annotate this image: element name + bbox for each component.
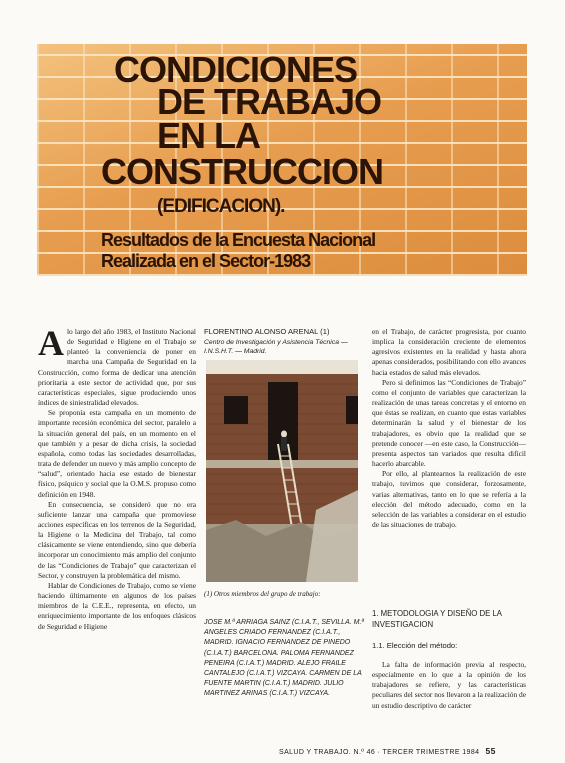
paragraph: En consecuencia, se consideró que no era suficiente lanzar una campaña que promoviese acciones específicas en los terrenos de la Seguridad, la Higiene o la Medicina del Trabajo, tal como clásicamente se viene entendiendo, sino que debería incorporar un conocimiento más amplio del conjunto de las “Condiciones de Trabajo” que caracterizan el Sector, y construyen la problemática del mismo. bbox=[38, 499, 196, 580]
paragraph-text: lo largo del año 1983, el Instituto Nacional de Seguridad e Higiene en el Trabajo se planteó la conveniencia de poner en marcha una Campaña de Seguridad en la Construcción, como forma de dedicar una atención prioritaria a este sector de actividad que, por sus características especiales, sigue produciendo unos índices de siniestralidad elevados. bbox=[38, 327, 196, 408]
paragraph: La falta de información previa al respecto, especialmente en lo que a la opinión de los trabajadores se refiere, y las características peculiares del sector nos llevaron a la realización de un estudio descriptivo de carácter bbox=[372, 660, 526, 710]
article-column-3 bbox=[372, 327, 526, 530]
paragraph: Por ello, al plantearnos la realización de este trabajo, tuvimos que considerar, forzosamente, varias alternativas, tanto en lo que se refería a la elección del método adecuado, como en la selección de las variables a considerar en el estudio de las situaciones de trabajo. bbox=[372, 469, 526, 529]
subtitle-line-2: Realizada en el Sector-1983 bbox=[101, 251, 311, 271]
drop-cap: A bbox=[38, 323, 64, 363]
title-line-2: DE TRABAJO bbox=[157, 81, 382, 122]
team-credits: JOSE M.ª ARRIAGA SAINZ (C.I.A.T., SEVILLA. M.ª ANGELES CRIADO FERNANDEZ (C.I.A.T., MADRID. IGNACIO FERNANDEZ DE PINEDO (C.I.A.T.) BARCELONA. PALOMA FERNANDEZ PENEIRA (C.I.A.T.) MADRID. ALEJO FRAILE CANTALEJO (C.I.A.T.) VIZCAYA. CARMEN DE LA FUENTE MARTIN (C.I.A.T.) MADRID. JULIO MARTINEZ ARINAS (C.I.A.T.) VIZCAYA. bbox=[204, 619, 364, 698]
journal-info: SALUD Y TRABAJO. N.º 46 · TERCER TRIMESTRE 1984 bbox=[279, 749, 480, 756]
page-number: 55 bbox=[485, 746, 496, 756]
subsection-heading: 1.1. Elección del método: bbox=[372, 641, 458, 650]
paragraph: Se proponía esta campaña en un momento de importante recesión económica del sector, paralelo a la situación general del país, en un momento en el que también y a pesar de dicha crisis, la sociedad española, como todas las sociedades desarrolladas, trata de defender un nuevo y más amplio concepto de “salud”, orientado hacia ese estado de bienestar físico, psíquico y social que la O.M.S. propuso como definición en 1948. bbox=[38, 408, 196, 499]
page-footer bbox=[279, 746, 529, 758]
paragraph: Pero si definimos las “Condiciones de Trabajo” como el conjunto de variables que caracterizan la realización de unas tareas concretas y el entorno en que éstas se realizan, en cuanto que estas variables determinarán la salud y el bienestar de los trabajadores, es obvio que la realidad que se pretende conocer —en este caso, la Construcción— presenta aspectos tan variados que resulta difícil hacerlo abarcable. bbox=[372, 377, 526, 469]
title-line-1: CONDICIONES bbox=[114, 49, 358, 90]
paragraph: Hablar de Condiciones de Trabajo, como se viene haciendo últimamente en algunos de los países miembros de la C.E.E., representa, en efecto, un enriquecimiento importante de los enfoques clásicos de Seguridad e Higiene bbox=[38, 580, 196, 631]
author-affiliation: Centro de Investigación y Asistencia Técnica — I.N.S.H.T. — Madrid. bbox=[204, 339, 348, 355]
construction-photo bbox=[206, 360, 358, 582]
title-edificacion: (EDIFICACION). bbox=[157, 196, 285, 217]
paragraph bbox=[38, 323, 196, 408]
building-site-image bbox=[206, 360, 358, 582]
title-line-4: CONSTRUCCION bbox=[101, 151, 383, 192]
title-line-3: EN LA bbox=[157, 115, 260, 156]
article-column-1 bbox=[38, 323, 196, 632]
paragraph: en el Trabajo, de carácter progresista, por cuanto implica la consideración creciente de elementos agresivos existentes en la realidad y hasta ahora apenas considerados, posibilitando con ello avances hacia estados de salud más elevados. bbox=[372, 327, 526, 377]
article-column-3-continued bbox=[372, 660, 526, 711]
subtitle-line-1: Resultados de la Encuesta Nacional bbox=[101, 230, 376, 250]
section-heading: 1. METODOLOGIA Y DISEÑO DE LA INVESTIGACION bbox=[372, 609, 502, 629]
hero-banner bbox=[37, 44, 527, 276]
author-name: FLORENTINO ALONSO ARENAL (1) bbox=[204, 327, 330, 336]
photo-caption: (1) Otros miembros del grupo de trabajo: bbox=[204, 590, 321, 598]
